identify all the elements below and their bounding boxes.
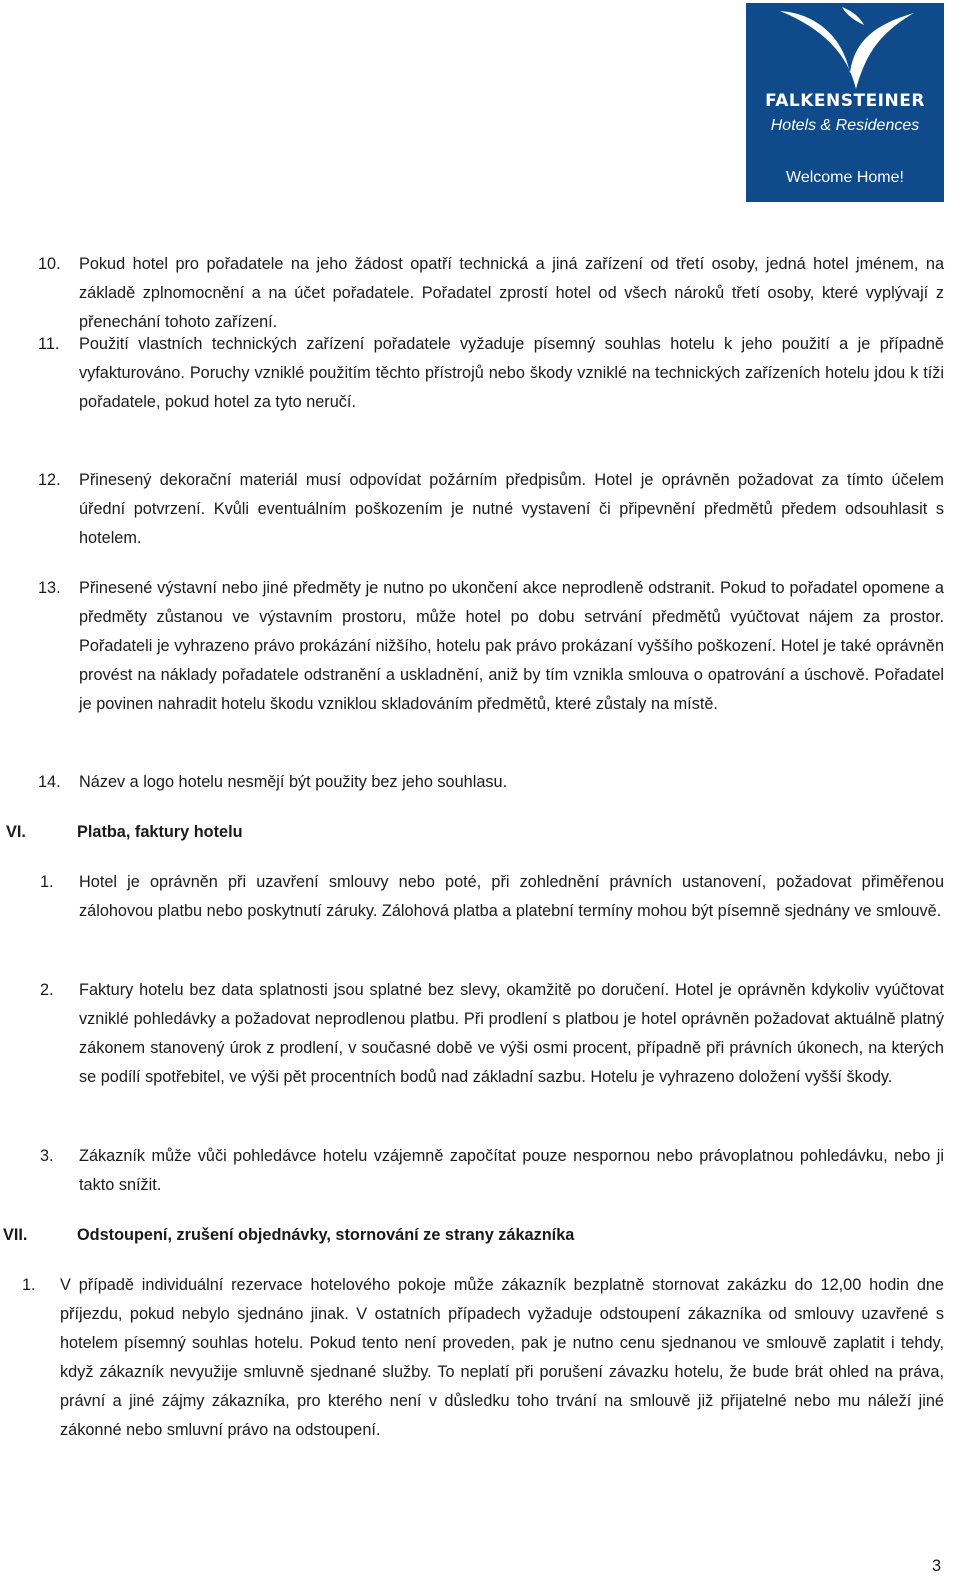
item-text: V případě individuální rezervace hotelového pokoje může zákazník bezplatně stornovat zakázku do 12,00 hodin dne příjezdu, pokud nebylo sjednáno jinak. V ostatních případech vyžaduje odstoupení zákazníka od smlouvy uzavřené s hotelem písemný souhlas hotelu. Pokud tento není proveden, pak je nutno cenu sjednanou ve smlouvě zaplatit i tehdy, když zákazník nevyužije smluvně sjednané služby. To neplatí při porušení závazku hotelu, že bude brát ohled na práva, právní a jiné zájmy zákazníka, pro kterého není v důsledku toho trvání na smlouvě již přijatelné nebo mu náleží jiné zákonné nebo smluvní právo na odstoupení.	[60, 1276, 944, 1439]
item-number: 1.	[22, 1276, 36, 1294]
item-text: Přinesené výstavní nebo jiné předměty je nutno po ukončení akce neprodleně odstranit. Pokud to pořadatel opomene a předměty zůstanou ve výstavním prostoru, může hotel po dobu setrvání předmětů vyúčtovat nájem za prostor. Pořadateli je vyhrazeno právo prokázání nižšího, hotelu pak právo prokázaní vyššího poškození. Hotel je také oprávněn provést na náklady pořadatele odstranění a uskladnění, aniž by tím vznikla smlouva o opatrování a úschově. Pořadatel je povinen nahradit hotelu škodu vzniklou skladováním předmětů, které zůstaly na místě.	[79, 579, 944, 713]
item-text: Faktury hotelu bez data splatnosti jsou splatné bez slevy, okamžitě po doručení. Hotel je oprávněn kdykoliv vyúčtovat vzniklé pohledávky a požadovat neprodlenou platbu. Při prodlení s platbou je hotel oprávněn požadovat aktuálně platný zákonem stanovený úrok z prodlení, v současné době ve výši osmi procent, případně při právních úkonech, na kterých se podílí spotřebitel, ve výši pět procentních bodů nad základní sazbu. Hotelu je vyhrazeno doložení vyšší škody.	[79, 981, 944, 1086]
logo-brand-text: FALKENSTEINER	[765, 91, 925, 111]
item-text: Použití vlastních technických zařízení pořadatele vyžaduje písemný souhlas hotelu k jeho použití a je případně vyfakturováno. Poruchy vzniklé použitím těchto přístrojů nebo škody vzniklé na technických zařízeních hotelu jdou k tíži pořadatele, pokud hotel za tyto neručí.	[79, 335, 944, 411]
item-text: Název a logo hotelu nesmějí být použity bez jeho souhlasu.	[79, 773, 508, 791]
item-number: 14.	[38, 773, 61, 791]
logo-tagline: Welcome Home!	[786, 169, 904, 186]
list-item	[22, 1271, 944, 1445]
list-item	[38, 574, 944, 719]
bird-logo-icon	[772, 3, 922, 93]
list-item	[38, 250, 944, 337]
list-item	[38, 868, 944, 926]
item-text: Pokud hotel pro pořadatele na jeho žádost opatří technická a jiná zařízení od třetí osoby, jedná hotel jménem, na základě zplnomocnění a na účet pořadatele. Pořadatel zprostí hotel od všech nároků třetí osoby, které vyplývají z přenechání tohoto zařízení.	[79, 255, 944, 331]
item-number: 11.	[38, 335, 60, 353]
item-number: 3.	[40, 1147, 54, 1165]
falkensteiner-logo	[746, 3, 944, 202]
page-number: 3	[931, 1557, 941, 1575]
list-item	[38, 768, 944, 797]
item-text: Hotel je oprávněn při uzavření smlouvy nebo poté, při zohlednění právních ustanovení, požadovat přiměřenou zálohovou platbu nebo poskytnutí záruky. Zálohová platba a platební termíny mohou být písemně sjednány ve smlouvě.	[79, 873, 944, 920]
section-title: Platba, faktury hotelu	[77, 823, 243, 841]
item-number: 13.	[38, 579, 61, 597]
item-number: 12.	[38, 471, 61, 489]
logo-subtitle: Hotels & Residences	[770, 117, 920, 134]
list-item	[38, 466, 944, 553]
section-title: Odstoupení, zrušení objednávky, stornování ze strany zákazníka	[77, 1226, 575, 1244]
item-number: 1.	[40, 873, 54, 891]
section-number: VI.	[6, 823, 26, 841]
item-text: Zákazník může vůči pohledávce hotelu vzájemně započítat pouze nespornou nebo právoplatnou pohledávku, nebo ji takto snížit.	[79, 1147, 944, 1194]
section-number: VII.	[3, 1226, 28, 1244]
item-number: 2.	[40, 981, 54, 999]
list-item	[38, 976, 944, 1092]
item-number: 10.	[38, 255, 61, 273]
list-item	[38, 1142, 944, 1200]
item-text: Přinesený dekorační materiál musí odpovídat požárním předpisům. Hotel je oprávněn požadovat za tímto účelem úřední potvrzení. Kvůli eventuálním poškozením je nutné vystavení či připevnění předmětů předem odsouhlasit s hotelem.	[79, 471, 944, 547]
list-item	[38, 330, 944, 417]
